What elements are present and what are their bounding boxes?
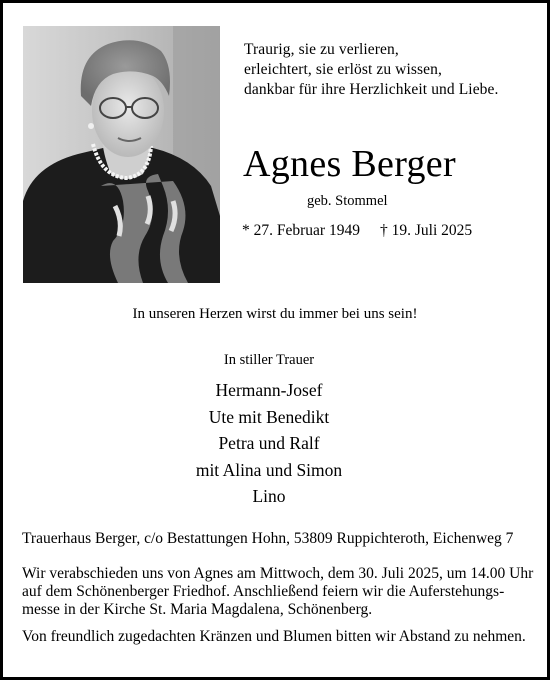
deceased-name: Agnes Berger	[243, 143, 456, 185]
birth-date: * 27. Februar 1949	[242, 222, 360, 239]
mourner: Petra und Ralf	[218, 433, 320, 453]
poem	[244, 40, 498, 100]
flowers-note: Von freundlich zugedachten Kränzen und Blumen bitten wir Abstand zu nehmen.	[22, 628, 526, 645]
service-details	[22, 565, 532, 619]
service-line: Wir verabschieden uns von Agnes am Mittwoch, dem 30. Juli 2025, um 14.00 Uhr	[22, 565, 534, 582]
mourning-intro: In stiller Trauer	[223, 352, 315, 368]
motto: In unseren Herzen wirst du immer bei uns sein!	[132, 306, 418, 322]
mourner: Lino	[252, 486, 286, 506]
mourner: Hermann-Josef	[215, 380, 323, 400]
portrait-photo	[23, 26, 220, 283]
death-date: † 19. Juli 2025	[380, 222, 473, 239]
poem-line: erleichtert, sie erlöst zu wissen,	[244, 61, 442, 78]
maiden-name: geb. Stommel	[307, 193, 388, 209]
service-line: messe in der Kirche St. Maria Magdalena, Schönenberg.	[22, 601, 373, 618]
mourners-list	[3, 377, 535, 510]
funeral-home-address: Trauerhaus Berger, c/o Bestattungen Hohn, 53809 Ruppichteroth, Eichenweg 7	[22, 530, 514, 547]
mourner: mit Alina und Simon	[195, 459, 343, 480]
mourner: Ute mit Benedikt	[208, 406, 330, 427]
portrait-image	[23, 26, 220, 283]
service-line: auf dem Schönenberger Friedhof. Anschließend feiern wir die Auferstehungs-	[22, 583, 505, 600]
poem-line: Traurig, sie zu verlieren,	[244, 41, 399, 58]
poem-line: dankbar für ihre Herzlichkeit und Liebe.	[244, 81, 499, 98]
